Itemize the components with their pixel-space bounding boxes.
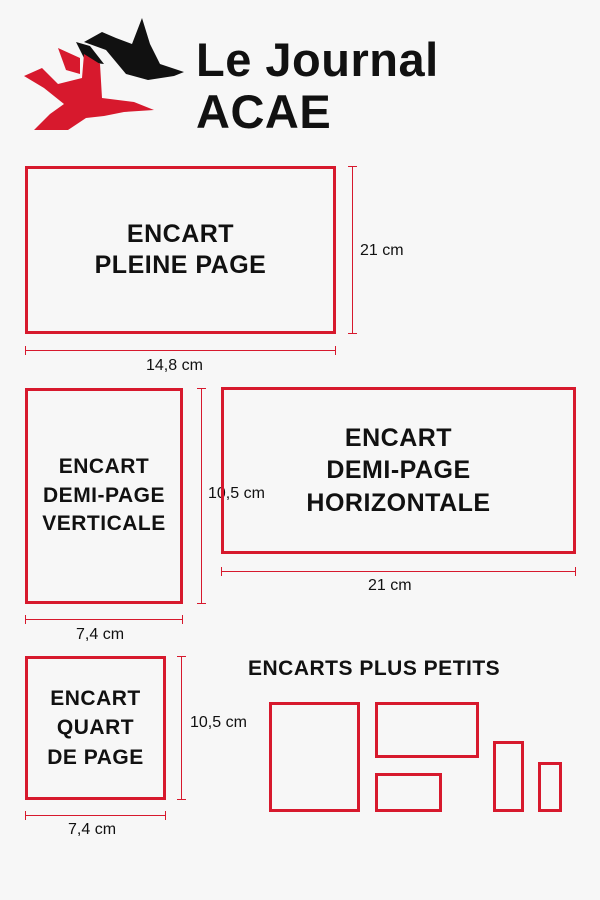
quarter-width-tick-right	[165, 811, 166, 820]
full-page-height-line	[352, 166, 353, 334]
full-page-width-line	[25, 350, 336, 351]
quarter-label-line-3: DE PAGE	[47, 745, 144, 769]
quarter-width-label: 7,4 cm	[68, 821, 117, 838]
half-vertical-height-label: 10,5 cm	[208, 485, 265, 502]
full-page-width-tick-left	[25, 346, 26, 355]
quarter-height-line	[181, 656, 182, 800]
journal-title	[196, 34, 439, 138]
full-page-height-tick-top	[348, 166, 357, 167]
full-page-insert-box	[25, 166, 336, 334]
half-horizontal-label-line-3: HORIZONTALE	[306, 488, 491, 517]
half-horizontal-label-line-2: DEMI-PAGE	[326, 456, 471, 485]
half-horizontal-width-tick-right	[575, 567, 576, 576]
small-insert-box-5	[538, 762, 562, 812]
half-horizontal-width-label: 21 cm	[368, 577, 412, 594]
half-vertical-height-tick-top	[197, 388, 206, 389]
birds-logo-icon	[24, 18, 190, 133]
half-page-vertical-box	[25, 388, 183, 604]
quarter-label-line-1: ENCART	[50, 686, 141, 710]
half-horizontal-label-line-1: ENCART	[344, 423, 453, 452]
quarter-height-label: 10,5 cm	[190, 714, 247, 731]
full-page-label-line-2: PLEINE PAGE	[94, 251, 267, 279]
full-page-width-tick-right	[335, 346, 336, 355]
half-vertical-width-line	[25, 619, 183, 620]
half-page-horizontal-box	[221, 387, 576, 554]
half-vertical-height-line	[201, 388, 202, 604]
quarter-page-box	[25, 656, 166, 800]
title-line-2: ACAE	[196, 85, 332, 138]
full-page-height-label: 21 cm	[360, 242, 404, 259]
quarter-height-tick-bottom	[177, 799, 186, 800]
half-vertical-width-tick-left	[25, 615, 26, 624]
title-line-1: Le Journal	[196, 33, 439, 86]
smaller-inserts-heading: ENCARTS PLUS PETITS	[248, 657, 501, 680]
half-vertical-width-label: 7,4 cm	[76, 626, 125, 643]
half-vertical-label-line-3: VERTICALE	[42, 512, 166, 536]
half-horizontal-width-tick-left	[221, 567, 222, 576]
half-vertical-height-tick-bottom	[197, 603, 206, 604]
full-page-height-tick-bottom	[348, 333, 357, 334]
small-insert-box-2	[375, 702, 479, 758]
full-page-label-line-1: ENCART	[126, 219, 235, 248]
half-vertical-label-line-2: DEMI-PAGE	[43, 483, 165, 507]
half-vertical-width-tick-right	[182, 615, 183, 624]
small-insert-box-3	[375, 773, 442, 812]
quarter-height-tick-top	[177, 656, 186, 657]
small-insert-box-4	[493, 741, 524, 812]
full-page-width-label: 14,8 cm	[146, 357, 203, 374]
half-vertical-label-line-1: ENCART	[58, 455, 150, 479]
quarter-width-line	[25, 815, 166, 816]
quarter-width-tick-left	[25, 811, 26, 820]
quarter-label-line-2: QUART	[56, 716, 135, 740]
half-horizontal-width-line	[221, 571, 576, 572]
small-insert-box-1	[269, 702, 360, 812]
